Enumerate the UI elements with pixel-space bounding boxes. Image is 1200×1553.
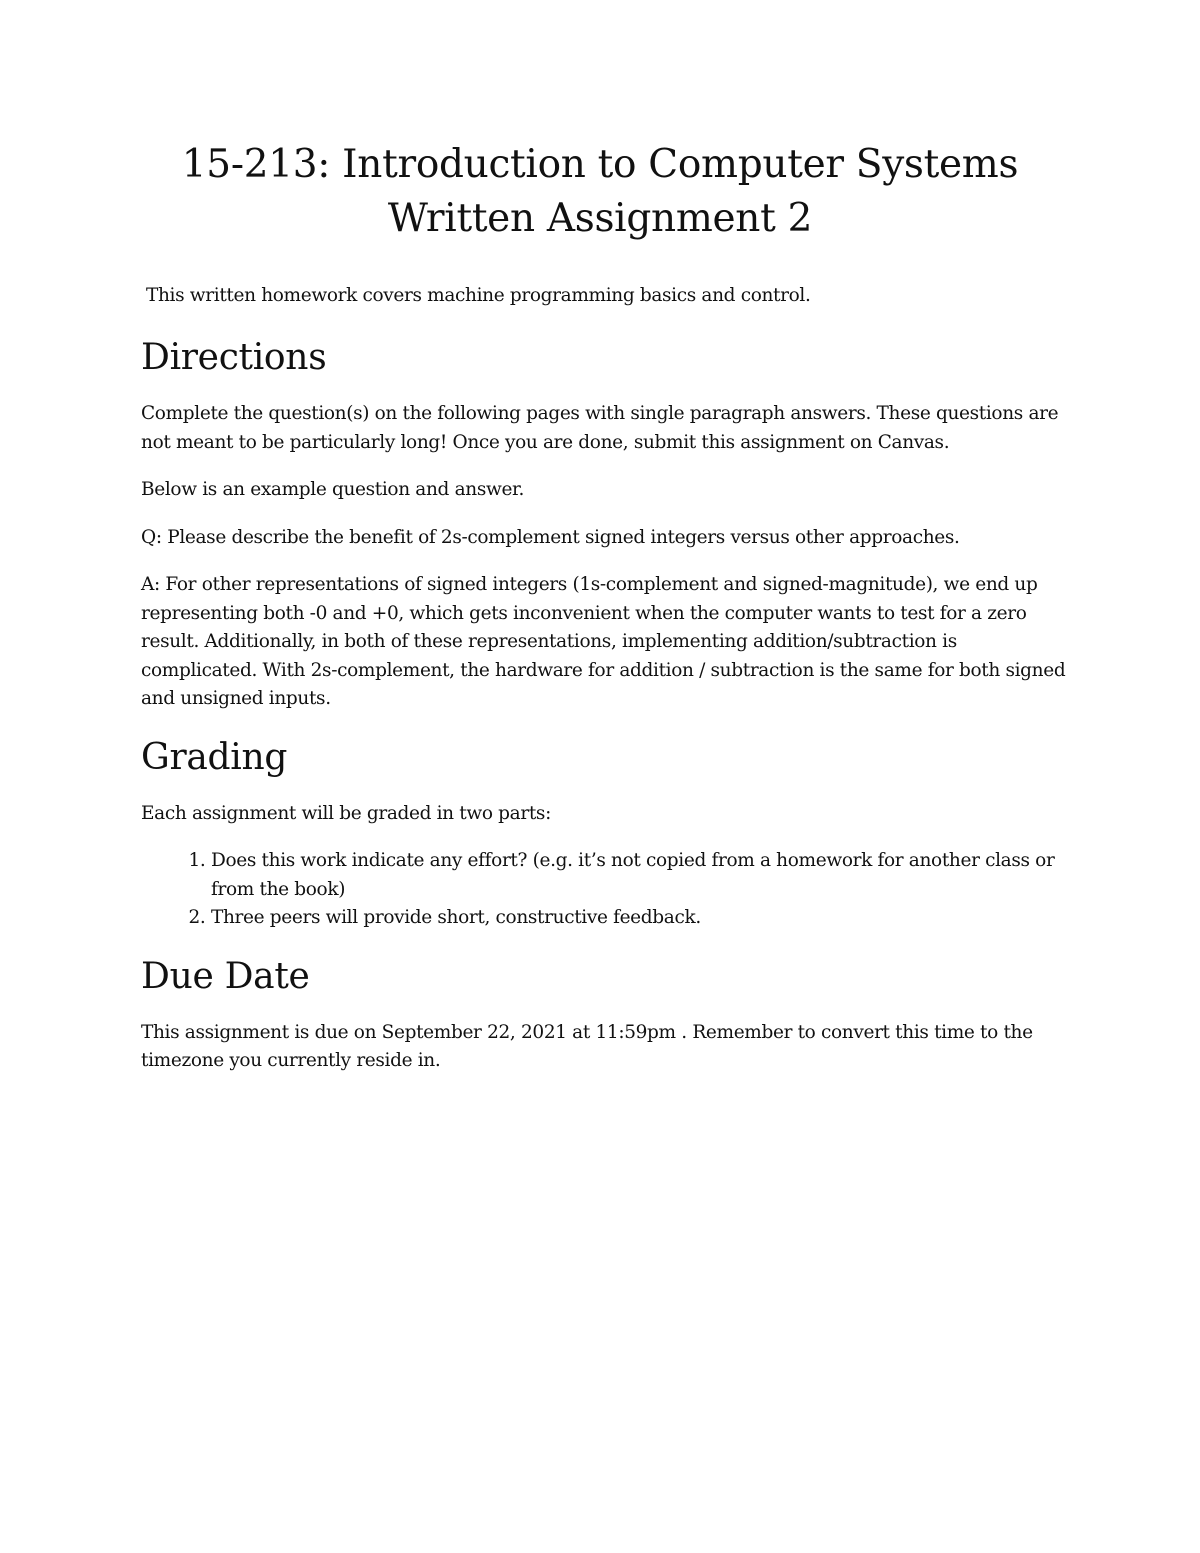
course-title: 15-213: Introduction to Computer Systems (181, 142, 1019, 187)
grading-list (141, 847, 1071, 933)
intro-text: This written homework covers machine programming basics and control. (146, 285, 811, 306)
due-date-heading: Due Date (141, 955, 310, 997)
assignment-title: Written Assignment 2 (387, 196, 813, 241)
example-intro: Below is an example question and answer. (141, 479, 525, 500)
grading-heading: Grading (141, 736, 288, 778)
directions-heading: Directions (141, 337, 327, 378)
directions-paragraph: Complete the question(s) on the following pages with single paragraph answers. These questions are not meant to be particularly long! Once you are done, submit this assignment on Canvas. (141, 403, 1059, 453)
grading-intro: Each assignment will be graded in two parts: (141, 802, 551, 824)
example-question: Q: Please describe the benefit of 2s-complement signed integers versus other approaches. (141, 526, 960, 548)
list-item: 2. Three peers will provide short, constructive feedback. (211, 904, 1071, 933)
list-item: 1. Does this work indicate any effort? (e.g. it’s not copied from a homework for another class or from the book) (211, 847, 1071, 904)
document-body (141, 282, 1071, 1076)
example-answer: A: For other representations of signed integers (1s-complement and signed-magnitude), we end up representing both -0 and +0, which gets inconvenient when the computer wants to test for a zero result. Additionally, in both of these representations, implementing addition/subtraction is complicated. With 2s-complement, the hardware for addition / subtraction is the same for both signed and unsigned inputs. (141, 574, 1066, 709)
document-title (0, 138, 1200, 246)
due-date-text: This assignment is due on September 22, 2021 at 11:59pm . Remember to convert this time to the timezone you currently reside in. (141, 1021, 1033, 1071)
